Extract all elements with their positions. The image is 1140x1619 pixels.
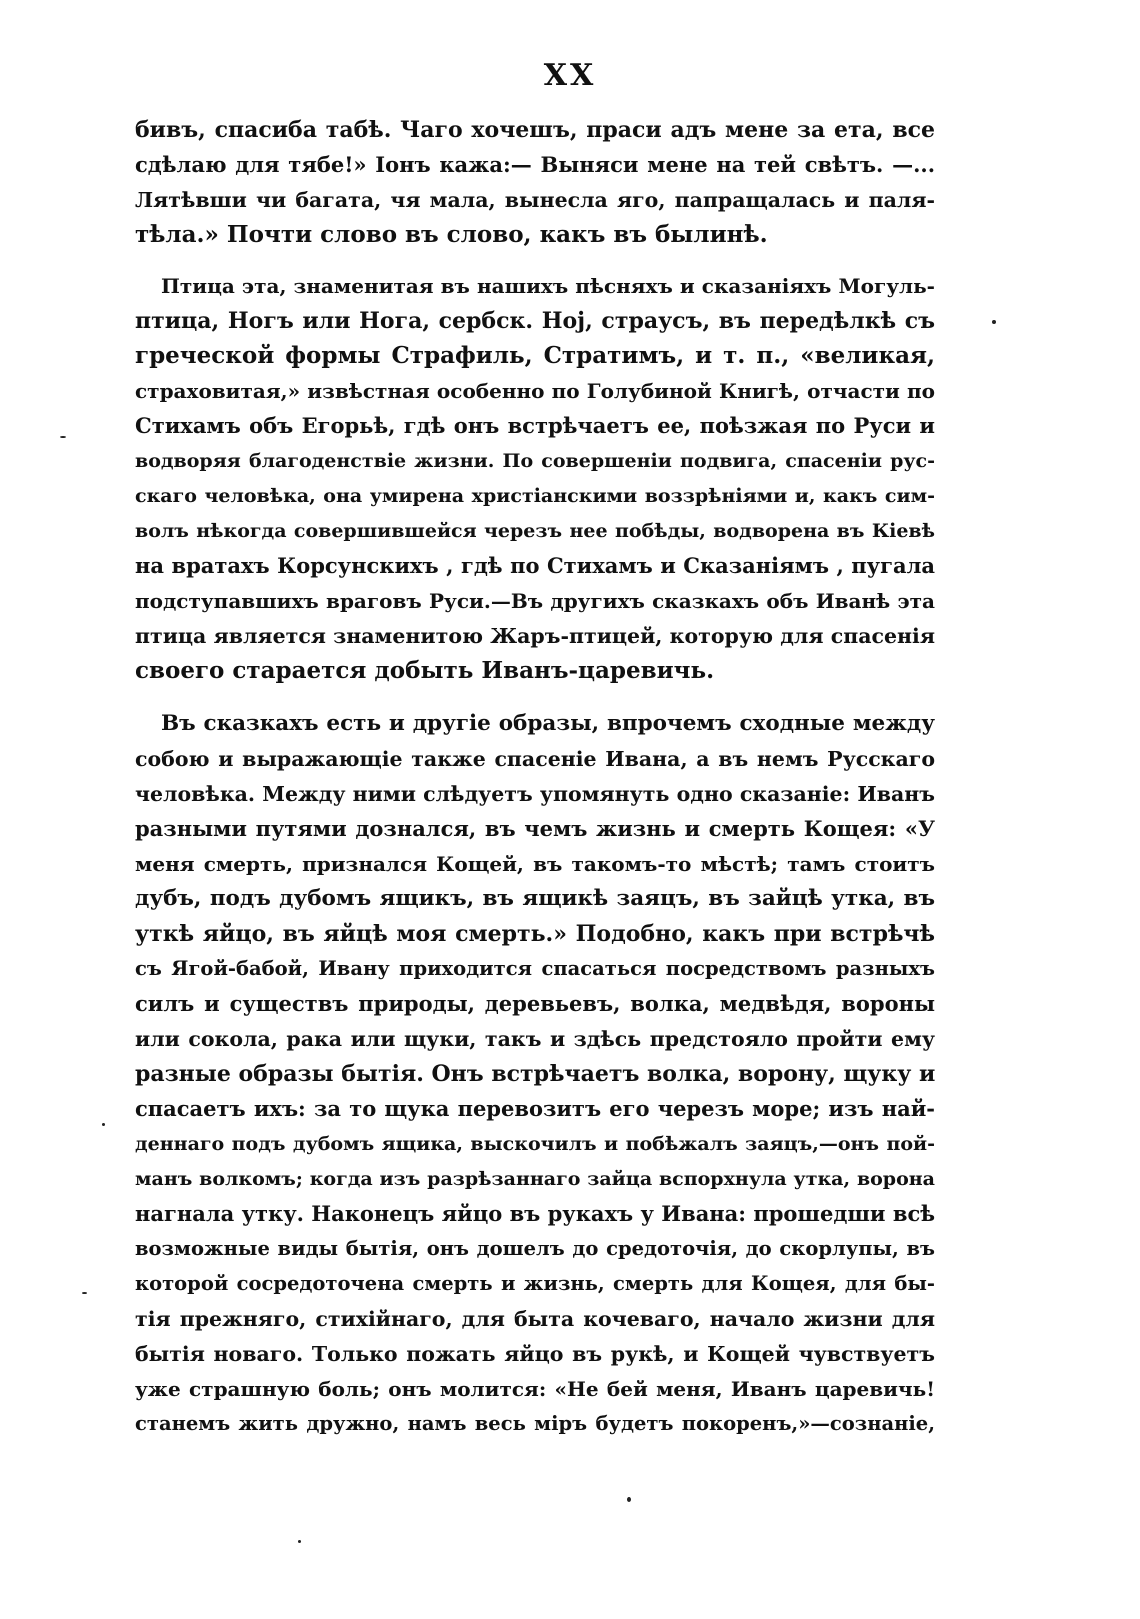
text-line: собою и выражающiе также спасенiе Ивана, а въ немъ Русскаго <box>135 747 935 771</box>
text-line: птица является знаменитою Жаръ-птицей, которую для спасенiя <box>135 624 935 648</box>
text-line: бытiя новаго. Только пожать яйцо въ рукѣ, и Кощей чувствуетъ <box>135 1342 935 1366</box>
text-line: водворяя благоденствiе жизни. По совершенiи подвига, спасенiи рус- <box>135 450 935 472</box>
text-line: или сокола, рака или щуки, такъ и здѣсь предстояло пройти ему <box>135 1027 935 1051</box>
text-line: Птица эта, знаменитая въ нашихъ пѣсняхъ и сказанiяхъ Могуль- <box>161 274 935 298</box>
text-line: скаго человѣка, она умирена христiанскими воззрѣнiями и, какъ сим- <box>135 485 935 507</box>
text-line: Лятѣвши чи багата, чя мала, вынесла яго, папращалась и паля- <box>135 188 935 212</box>
text-line: страховитая,» извѣстная особенно по Голубиной Книгѣ, отчасти по <box>135 379 935 403</box>
text-line: бивъ, спасиба табѣ. Чаго хочешъ, праси адъ мене за ета, все <box>135 117 935 143</box>
text-line: спасаетъ ихъ: за то щука перевозитъ его черезъ море; изъ най- <box>135 1096 935 1121</box>
text-line: Въ сказкахъ есть и другiе образы, впрочемъ сходные между <box>161 711 935 736</box>
text-line: уткѣ яйцо, въ яйцѣ моя смерть.» Подобно, какъ при встрѣчѣ <box>135 921 935 947</box>
text-line: манъ волкомъ; когда изъ разрѣзаннаго зайца вспорхнула утка, ворона <box>135 1168 935 1190</box>
text-line: дубъ, подъ дубомъ ящикъ, въ ящикѣ заяцъ, въ зайцѣ утка, въ <box>135 886 935 911</box>
text-line: разные образы бытiя. Онъ встрѣчаетъ волка, ворону, щуку и <box>135 1061 935 1087</box>
page-number: XX <box>543 58 597 93</box>
text-line: которой сосредоточена смерть и жизнь, смерть для Кощея, для бы- <box>135 1272 935 1295</box>
text-line: силъ и существъ природы, деревьевъ, волка, медвѣдя, вороны <box>135 991 935 1016</box>
text-line: человѣка. Между ними слѣдуетъ упомянуть одно сказанiе: Иванъ <box>135 782 935 806</box>
text-line: нагнала утку. Наконецъ яйцо въ рукахъ у Ивана: прошедши всѣ <box>135 1201 935 1226</box>
text-line: на вратахъ Корсунскихъ , гдѣ по Стихамъ и Сказанiямъ , пугала <box>135 553 935 578</box>
text-line: меня смерть, признался Кощей, въ такомъ-то мѣстѣ; тамъ стоитъ <box>135 852 935 876</box>
text-line: греческой формы Страфиль, Стратимъ, и т. п., «великая, <box>135 342 935 369</box>
text-line: своего старается добыть Иванъ-царевичь. <box>135 657 715 684</box>
scan-speck <box>992 320 996 324</box>
scan-speck <box>60 436 66 438</box>
text-line: возможные виды бытiя, онъ дошелъ до средоточiя, до скорлупы, въ <box>135 1237 935 1260</box>
scan-speck <box>102 1123 105 1126</box>
text-line: съ Ягой-бабой, Ивану приходится спасаться посредствомъ разныхъ <box>135 957 935 980</box>
text-line: подступавшихъ враговъ Руси.—Въ другихъ сказкахъ объ Иванѣ эта <box>135 589 935 613</box>
scan-speck <box>82 1292 87 1294</box>
text-line: деннаго подъ дубомъ ящика, выскочилъ и побѣжалъ заяцъ,—онъ пой- <box>135 1133 935 1155</box>
text-line: Стихамъ объ Егорьѣ, гдѣ онъ встрѣчаетъ ее, поѣзжая по Руси и <box>135 413 935 438</box>
text-line: волъ нѣкогда совершившейся черезъ нее побѣды, водворена въ Кiевѣ <box>135 520 935 542</box>
text-line: уже страшную боль; онъ молится: «Не бей меня, Иванъ царевичь! <box>135 1377 935 1401</box>
scan-speck <box>627 1497 631 1502</box>
scan-speck <box>298 1540 301 1543</box>
text-line: тѣла.» Почти слово въ слово, какъ въ былинѣ. <box>135 221 768 248</box>
text-line: станемъ жить дружно, намъ весь мiръ будетъ покоренъ,»—сознанiе, <box>135 1412 935 1435</box>
text-line: разными путями дознался, въ чемъ жизнь и смерть Кощея: «У <box>135 816 935 841</box>
text-line: тiя прежняго, стихiйнаго, для быта кочеваго, начало жизни для <box>135 1307 935 1331</box>
text-line: птица, Ногъ или Нога, сербск. Ној, страусъ, въ передѣлкѣ съ <box>135 308 935 334</box>
text-line: сдѣлаю для тябе!» Iонъ кажа:— Выняси мене на тей свѣтъ. —... <box>135 152 935 177</box>
